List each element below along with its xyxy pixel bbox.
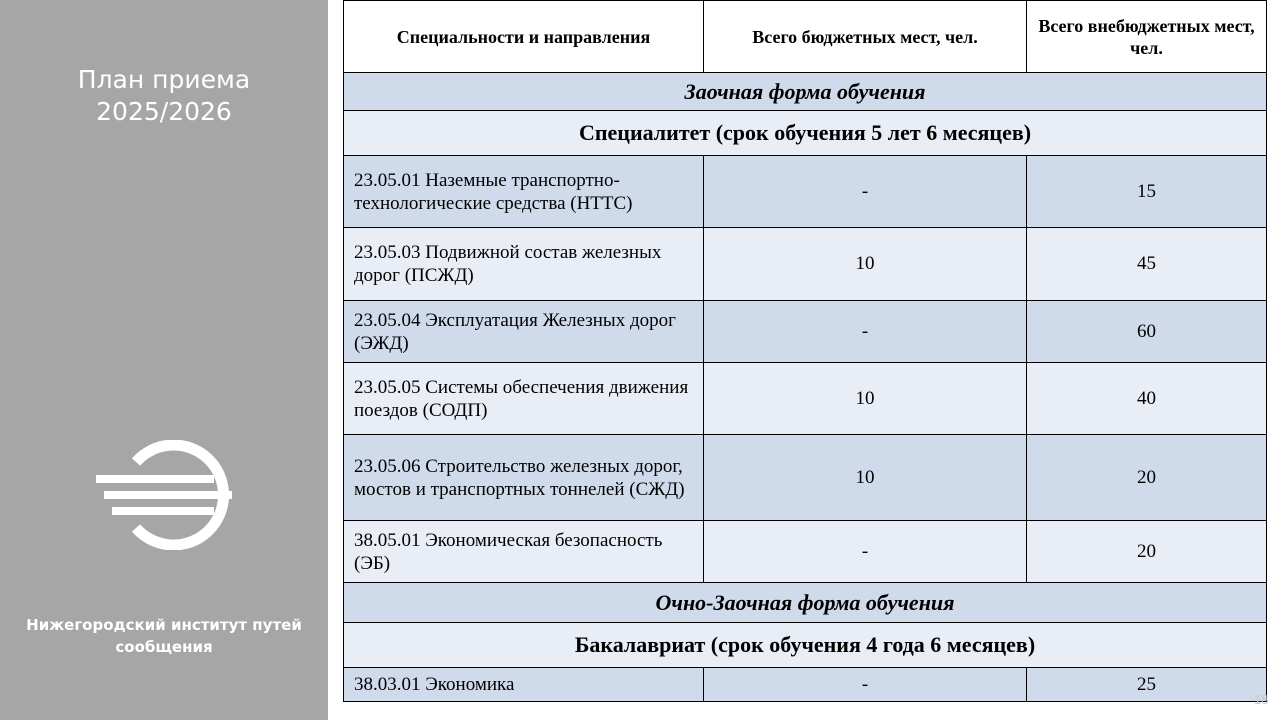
degree-row xyxy=(344,111,1267,156)
paid-count: 15 xyxy=(1027,156,1267,228)
budget-count: 10 xyxy=(704,228,1027,301)
header-specialty: Специальности и направления xyxy=(344,1,704,73)
paid-count: 60 xyxy=(1027,301,1267,363)
form-label: Заочная форма обучения xyxy=(344,73,1267,111)
specialty-name: 38.03.01 Экономика xyxy=(344,668,704,702)
sidebar xyxy=(0,0,328,720)
specialty-name: 23.05.03 Подвижной состав железных дорог (ПСЖД) xyxy=(344,228,704,301)
budget-count: - xyxy=(704,301,1027,363)
header-budget: Всего бюджетных мест, чел. xyxy=(704,1,1027,73)
header-paid: Всего внебюджетных мест, чел. xyxy=(1027,1,1267,73)
paid-count: 45 xyxy=(1027,228,1267,301)
form-row xyxy=(344,583,1267,623)
paid-count: 20 xyxy=(1027,435,1267,521)
specialty-name: 23.05.04 Эксплуатация Железных дорог (ЭЖД) xyxy=(344,301,704,363)
form-label: Очно-Заочная форма обучения xyxy=(344,583,1267,623)
table-row xyxy=(344,363,1267,435)
table-row xyxy=(344,156,1267,228)
specialty-name: 23.05.06 Строительство железных дорог, мостов и транспортных тоннелей (СЖД) xyxy=(344,435,704,521)
page-number: 18 xyxy=(1254,692,1269,707)
specialty-name: 38.05.01 Экономическая безопасность (ЭБ) xyxy=(344,521,704,583)
degree-label: Бакалавриат (срок обучения 4 года 6 месяцев) xyxy=(344,623,1267,668)
budget-count: 10 xyxy=(704,435,1027,521)
slide-title: План приема 2025/2026 xyxy=(77,65,251,126)
paid-count: 25 xyxy=(1027,668,1267,702)
table-row xyxy=(344,228,1267,301)
degree-label: Специалитет (срок обучения 5 лет 6 месяцев) xyxy=(344,111,1267,156)
table-row xyxy=(344,435,1267,521)
budget-count: - xyxy=(704,521,1027,583)
paid-count: 20 xyxy=(1027,521,1267,583)
form-row xyxy=(344,73,1267,111)
degree-row xyxy=(344,623,1267,668)
organization-name: Нижегородский институт путей сообщения xyxy=(26,616,302,656)
paid-count: 40 xyxy=(1027,363,1267,435)
budget-count: 10 xyxy=(704,363,1027,435)
table-row xyxy=(344,521,1267,583)
budget-count: - xyxy=(704,156,1027,228)
table-row xyxy=(344,668,1267,702)
railway-logo-icon xyxy=(96,440,232,550)
specialty-name: 23.05.05 Системы обеспечения движения поездов (СОДП) xyxy=(344,363,704,435)
specialty-name: 23.05.01 Наземные транспортно-технологические средства (НТТС) xyxy=(344,156,704,228)
header-row xyxy=(344,1,1267,73)
admission-plan-table xyxy=(343,0,1267,702)
budget-count: - xyxy=(704,668,1027,702)
table-row xyxy=(344,301,1267,363)
